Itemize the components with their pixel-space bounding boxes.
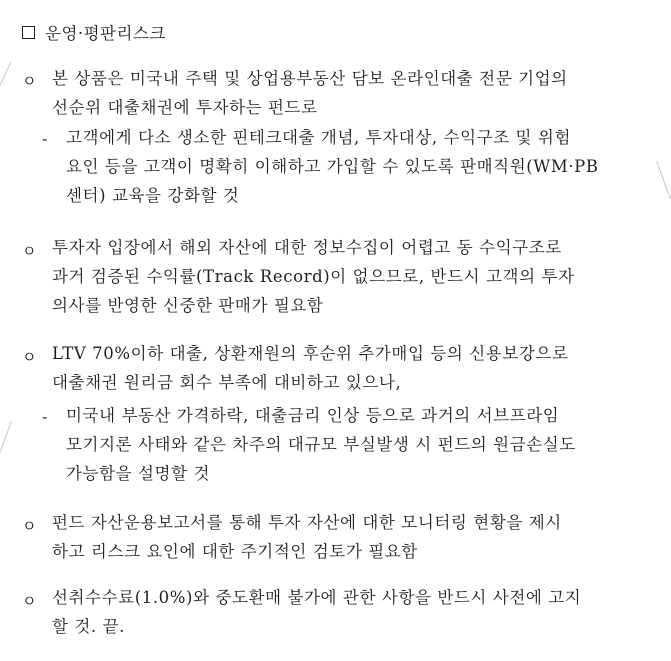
text-line: 의사를 반영한 신중한 판매가 필요함 [52, 296, 324, 315]
section-heading [22, 20, 166, 44]
text-line: 대출채권 원리금 회수 부족에 대비하고 있으나, [52, 373, 402, 392]
text-line: 펀드 자산운용보고서를 통해 투자 자산에 대한 모니터링 현황을 제시 [52, 513, 562, 532]
dash-marker: - [42, 129, 48, 148]
list-item [52, 233, 642, 320]
text-line: 하고 리스크 요인에 대한 주기적인 검토가 필요함 [52, 542, 418, 561]
text-line: 과거 검증된 수익률(Track Record)이 없으므로, 반드시 고객의 투자 [52, 267, 575, 286]
bullet-marker: ㅇ [22, 348, 37, 366]
text-line: 고객에게 다소 생소한 핀테크대출 개념, 투자대상, 수익구조 및 위험 [66, 128, 572, 147]
dash-marker: - [42, 407, 48, 426]
text-line: 미국내 부동산 가격하락, 대출금리 인상 등으로 과거의 서브프라임 [66, 406, 560, 425]
list-item [52, 508, 642, 566]
text-line: 요인 등을 고객이 명확히 이해하고 가입할 수 있도록 판매직원(WM·PB [66, 157, 599, 176]
sub-list-item [66, 123, 641, 210]
text-line: LTV 70%이하 대출, 상환재원의 후순위 추가매입 등의 신용보강으로 [52, 344, 569, 363]
scan-edge-mark [656, 161, 671, 199]
list-item [52, 339, 642, 397]
checkbox-square-icon [22, 26, 35, 39]
list-item [52, 64, 642, 122]
section-title: 운영·평판리스크 [45, 24, 166, 43]
sub-list-item [66, 401, 641, 488]
text-line: 선순위 대출채권에 투자하는 펀드로 [52, 98, 318, 117]
scan-edge-mark [0, 62, 11, 99]
text-line: 센터) 교육을 강화할 것 [66, 186, 240, 205]
text-line: 본 상품은 미국내 주택 및 상업용부동산 담보 온라인대출 전문 기업의 [52, 69, 568, 88]
text-line: 할 것. 끝. [52, 617, 125, 636]
text-line: 가능함을 설명할 것 [66, 464, 211, 483]
bullet-marker: ㅇ [22, 72, 37, 90]
bullet-marker: ㅇ [22, 242, 37, 260]
text-line: 모기지론 사태와 같은 차주의 대규모 부실발생 시 펀드의 원금손실도 [66, 435, 576, 454]
text-line: 투자자 입장에서 해외 자산에 대한 정보수집이 어렵고 동 수익구조로 [52, 238, 562, 257]
scan-edge-mark [0, 421, 12, 459]
bullet-marker: ㅇ [22, 592, 37, 610]
bullet-marker: ㅇ [22, 517, 37, 535]
list-item [52, 583, 642, 641]
text-line: 선취수수료(1.0%)와 중도환매 불가에 관한 사항을 반드시 사전에 고지 [52, 588, 582, 607]
